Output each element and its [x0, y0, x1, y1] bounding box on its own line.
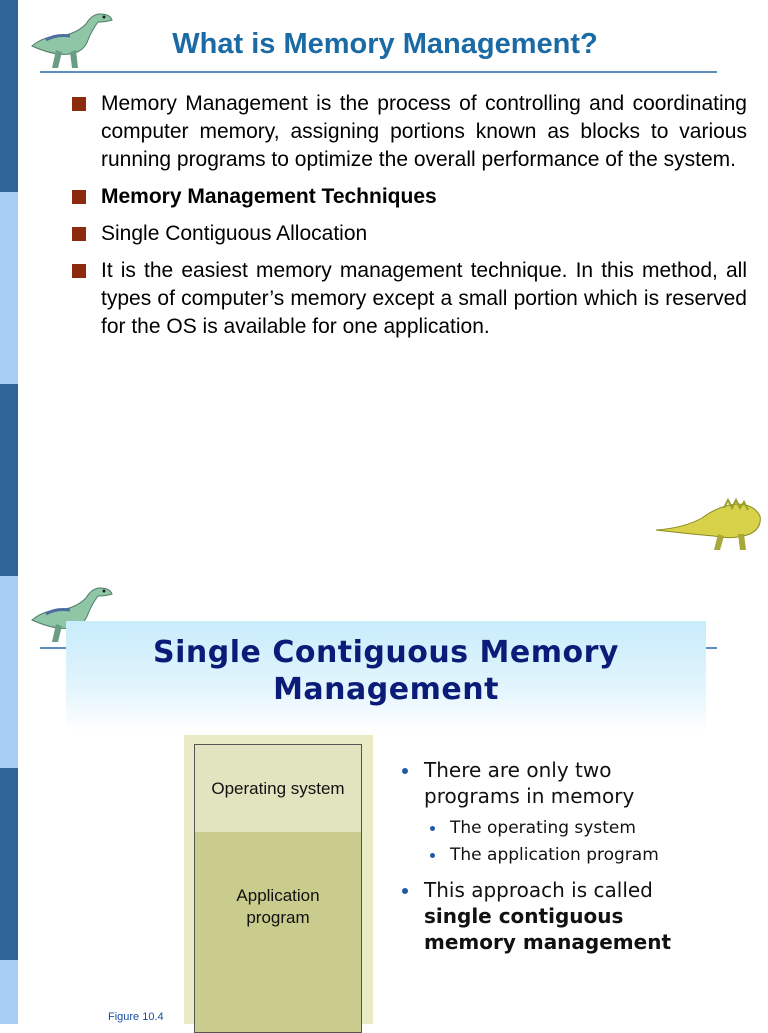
memory-app-block: [194, 832, 362, 1033]
points-list: [402, 757, 682, 963]
list-item: It is the easiest memory management technique. In this method, all types of computer’s memory except a small portion which is reserved for the OS is available for one application.: [72, 257, 747, 341]
memory-os-block: Operating system: [194, 744, 362, 833]
sub-list-item: The operating system: [402, 817, 682, 840]
point-bold-text: single contiguous memory management: [424, 904, 672, 954]
dinosaur-icon: [654, 494, 764, 554]
sidebar-stripe-dark: [0, 384, 18, 576]
sidebar-stripe-light: [0, 192, 18, 384]
page-title: What is Memory Management?: [172, 28, 598, 60]
list-item: Memory Management is the process of controlling and coordinating computer memory, assigning portions known as blocks to various running programs to optimize the overall performance of the system.: [72, 90, 747, 174]
sidebar-stripe-light: [0, 960, 18, 1024]
memory-app-label-line2: program: [246, 908, 310, 927]
list-item: Memory Management Techniques: [72, 183, 747, 211]
list-item: Single Contiguous Allocation: [72, 220, 747, 248]
slide2-title-line2: Management: [273, 672, 499, 707]
sidebar-stripe-dark: [0, 0, 18, 192]
list-item: There are only two programs in memory: [402, 757, 682, 809]
sidebar-stripe-light: [0, 576, 18, 768]
bullet-list: [72, 90, 747, 350]
title-divider: [40, 71, 717, 73]
sidebar-stripe-dark: [0, 768, 18, 960]
memory-app-label-line1: Application: [236, 886, 320, 905]
slide2-title: [66, 634, 706, 708]
figure-caption: Figure 10.4: [108, 1011, 164, 1023]
sub-list-item: The application program: [402, 844, 682, 867]
slide2-title-line1: Single Contiguous Memory: [153, 635, 619, 670]
point-text: This approach is called: [424, 878, 653, 902]
list-item: [402, 877, 682, 955]
